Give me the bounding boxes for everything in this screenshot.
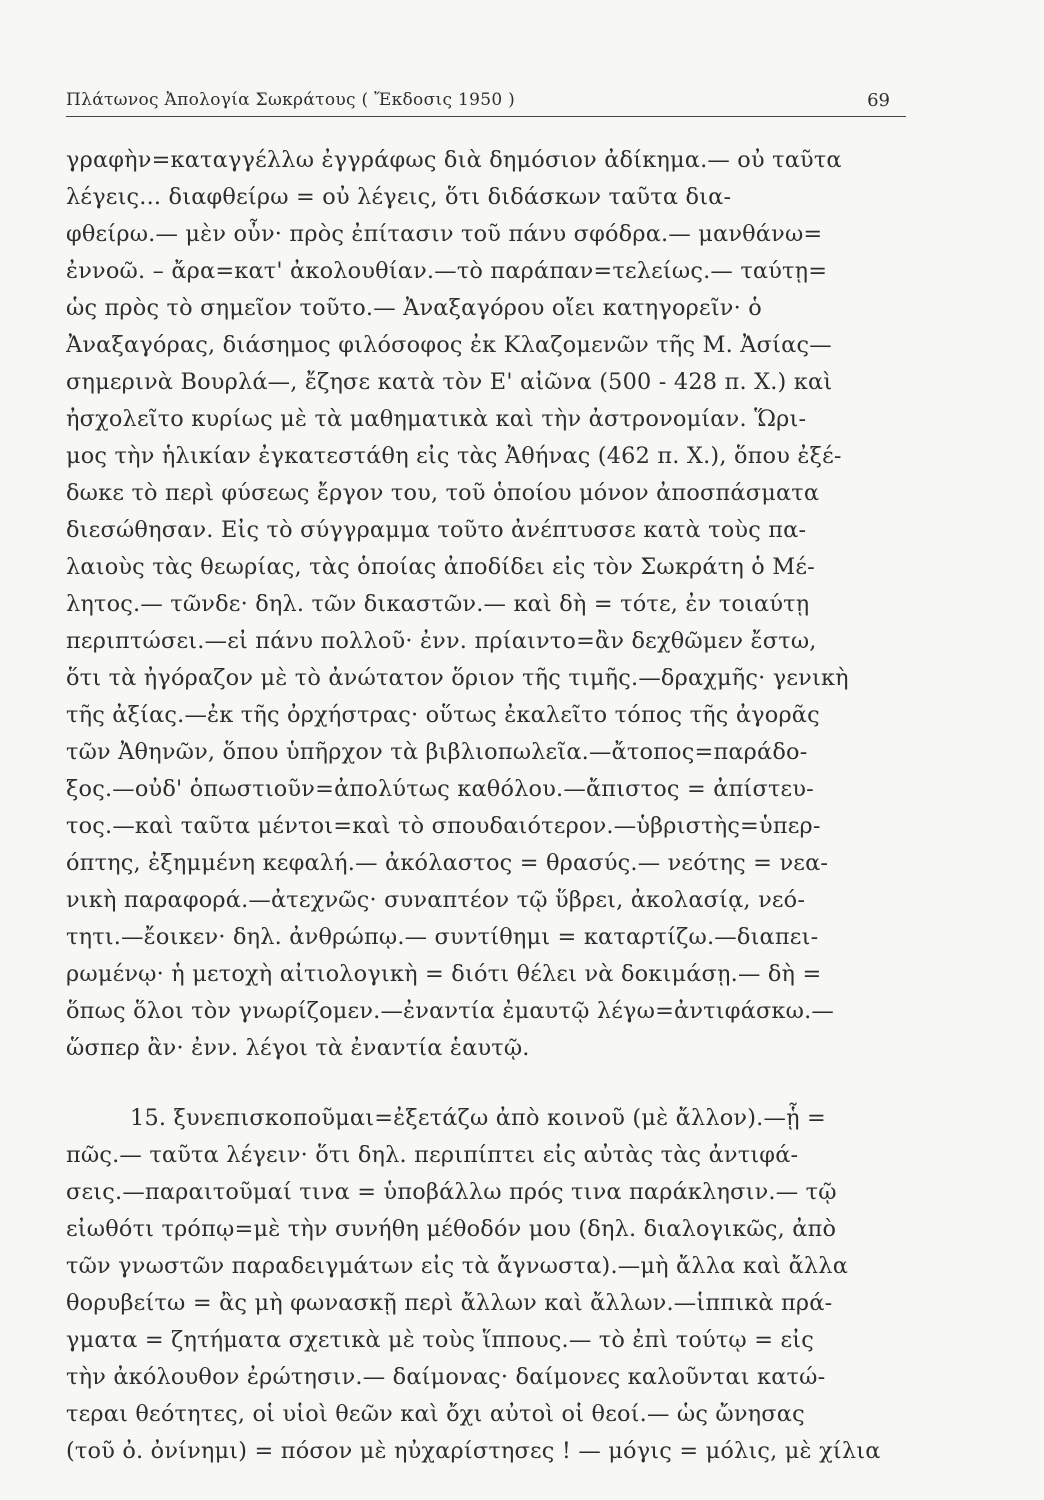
text-line: ρωμένῳ· ἡ μετοχὴ αἰτιολογικὴ = διότι θέλει νὰ δοκιμάσῃ.— δὴ =	[66, 961, 822, 987]
section-first-line: 15. ξυνεπισκοποῦμαι=ἐξετάζω ἀπὸ κοινοῦ (μὲ ἄλλον).—ᾗ =	[130, 1105, 826, 1131]
text-line: τητι.—ἔοικεν· δηλ. ἀνθρώπῳ.— συντίθημι = καταρτίζω.—διαπει-	[66, 924, 819, 950]
text-line: ἐννοῶ. – ἄρα=κατ' ἀκολουθίαν.—τὸ παράπαν=τελείως.— ταύτῃ=	[66, 258, 828, 284]
running-head	[66, 90, 906, 117]
text-line: διεσώθησαν. Εἰς τὸ σύγγραμμα τοῦτο ἀνέπτυσσε κατὰ τοὺς πα-	[66, 517, 807, 543]
text-line: εἰωθότι τρόπῳ=μὲ τὴν συνήθη μέθοδόν μου (δηλ. διαλογικῶς, ἀπὸ	[66, 1216, 837, 1242]
text-line: ξος.—οὐδ' ὁπωστιοῦν=ἀπολύτως καθόλου.—ἄπιστος = ἀπίστευ-	[66, 776, 814, 802]
text-line: δωκε τὸ περὶ φύσεως ἔργον του, τοῦ ὁποίου μόνον ἀποσπάσματα	[66, 480, 820, 506]
text-line: λητος.— τῶνδε· δηλ. τῶν δικαστῶν.— καὶ δὴ = τότε, ἐν τοιαύτῃ	[66, 591, 810, 617]
text-line: νικὴ παραφορά.—ἀτεχνῶς· συναπτέον τῷ ὕβρει, ἀκολασίᾳ, νεό-	[66, 887, 806, 913]
text-line: ὅτι τὰ ἠγόραζον μὲ τὸ ἀνώτατον ὅριον τῆς τιμῆς.—δραχμῆς· γενικὴ	[66, 665, 849, 691]
text-line: τὴν ἀκόλουθον ἐρώτησιν.— δαίμονας· δαίμονες καλοῦνται κατώ-	[66, 1364, 826, 1390]
text-line: λέγεις... διαφθείρω = οὐ λέγεις, ὅτι διδάσκων ταῦτα δια-	[66, 184, 732, 210]
text-line: πῶς.— ταῦτα λέγειν· ὅτι δηλ. περιπίπτει εἰς αὐτὰς τὰς ἀντιφά-	[66, 1142, 799, 1168]
text-line: τῆς ἀξίας.—ἐκ τῆς ὀρχήστρας· οὕτως ἐκαλεῖτο τόπος τῆς ἀγορᾶς	[66, 702, 820, 728]
text-line: Ἀναξαγόρας, διάσημος φιλόσοφος ἐκ Κλαζομενῶν τῆς Μ. Ἀσίας—	[66, 332, 832, 358]
text-line: ὥσπερ ἂν· ἐνν. λέγοι τὰ ἐναντία ἑαυτῷ.	[66, 1035, 530, 1061]
text-line: γραφὴν=καταγγέλλω ἐγγράφως διὰ δημόσιον ἀδίκημα.— οὐ ταῦτα	[66, 147, 842, 173]
text-line: μος τὴν ἡλικίαν ἐγκατεστάθη εἰς τὰς Ἀθήνας (462 π. Χ.), ὅπου ἐξέ-	[66, 443, 842, 469]
text-line: όπτης, ἐξημμένη κεφαλή.— ἀκόλαστος = θρασύς.— νεότης = νεα-	[66, 850, 829, 876]
page-number: 69	[867, 90, 890, 111]
text-line: τῶν Ἀθηνῶν, ὅπου ὑπῆρχον τὰ βιβλιοπωλεῖα.—ἄτοπος=παράδο-	[66, 739, 808, 765]
text-line: λαιοὺς τὰς θεωρίας, τὰς ὁποίας ἀποδίδει εἰς τὸν Σωκράτη ὁ Μέ-	[66, 554, 815, 580]
text-line: θορυβείτω = ἂς μὴ φωνασκῇ περὶ ἄλλων καὶ ἄλλων.—ἱππικὰ πρά-	[66, 1290, 833, 1316]
text-line: ὡς πρὸς τὸ σημεῖον τοῦτο.— Ἀναξαγόρου οἴει κατηγορεῖν· ὁ	[66, 295, 762, 321]
text-line: γματα = ζητήματα σχετικὰ μὲ τοὺς ἵππους.— τὸ ἐπὶ τούτῳ = εἰς	[66, 1327, 814, 1353]
text-line: ἠσχολεῖτο κυρίως μὲ τὰ μαθηματικὰ καὶ τὴν ἀστρονομίαν. Ὥρι-	[66, 406, 807, 432]
text-line: φθείρω.— μὲν οὖν· πρὸς ἐπίτασιν τοῦ πάνυ σφόδρα.— μανθάνω=	[66, 221, 823, 247]
text-line: σεις.—παραιτοῦμαί τινα = ὑποβάλλω πρός τινα παράκλησιν.— τῷ	[66, 1179, 837, 1205]
text-line: τος.—καὶ ταῦτα μέντοι=καὶ τὸ σπουδαιότερον.—ὑβριστὴς=ὑπερ-	[66, 813, 821, 839]
text-line: σημερινὰ Βουρλά—, ἔζησε κατὰ τὸν Ε' αἰῶνα (500 - 428 π. Χ.) καὶ	[66, 369, 833, 395]
text-line: τῶν γνωστῶν παραδειγμάτων εἰς τὰ ἄγνωστα).—μὴ ἄλλα καὶ ἄλλα	[66, 1253, 849, 1279]
text-line: περιπτώσει.—εἰ πάνυ πολλοῦ· ἐνν. πρίαιντο=ἂν δεχθῶμεν ἔστω,	[66, 628, 817, 654]
text-line: ὅπως ὅλοι τὸν γνωρίζομεν.—ἐναντία ἐμαυτῷ λέγω=ἀντιφάσκω.—	[66, 998, 834, 1024]
text-line: (τοῦ ὀ. ὀνίνημι) = πόσον μὲ ηὐχαρίστησες ! — μόγις = μόλις, μὲ χίλια	[66, 1438, 881, 1464]
text-line: τεραι θεότητες, οἱ υἱοὶ θεῶν καὶ ὄχι αὐτοὶ οἱ θεοί.— ὡς ὤνησας	[66, 1401, 805, 1427]
running-title: Πλάτωνος Ἀπολογία Σωκράτους ( Ἔκδοσις 1950 )	[66, 90, 516, 110]
